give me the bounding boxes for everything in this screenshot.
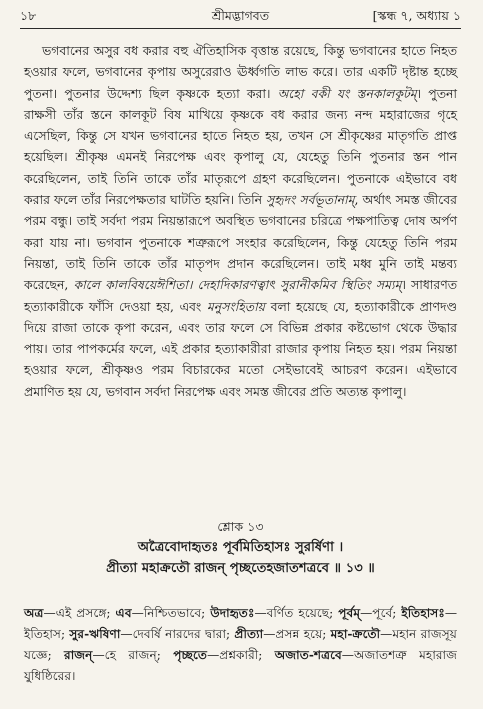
running-header	[20, 8, 461, 26]
synonym-meaning: —অজাতশত্রু মহারাজ যুধিষ্ঠিরের।	[24, 648, 457, 683]
synonym-meaning: —বর্ণিত হয়েছে;	[254, 606, 339, 620]
commentary-quote: সুহৃদং সর্বভূতানাম্‌	[266, 192, 355, 208]
synonym-meaning: —নিশ্চিতভাবে;	[131, 606, 211, 620]
commentary-text: । পুতনা রাক্ষসী তাঁর স্তনে কালকূট বিষ মাখিয়ে কৃষ্ণকে বধ করার জন্য নন্দ মহারাজের গৃহে এসেছিল, কিন্তু সে যখন ভগবানের হাতে নিহত হয়, তখন সে শ্রীকৃষ্ণের মাতৃগতি প্রাপ্ত হয়েছিল। শ্রীকৃষ্ণ এমনই নিরপেক্ষ এবং কৃপালু যে, যেহেতু তিনি পুতনার স্তন পান করেছিলেন, তাই তিনি তাকে তাঁর মাতৃরূপে গ্রহণ করেছিলেন। পুতনাকে এইভাবে বধ করার ফলে তাঁর নিরপেক্ষতার ঘাটতি হয়নি। তিনি	[24, 85, 457, 208]
canto-chapter-label: [স্কন্ধ ৭, অধ্যায় ১	[372, 8, 461, 23]
synonym-meaning: —মহান রাজসূয় যজ্ঞে;	[24, 627, 457, 662]
verse-number: শ্লোক ১৩	[217, 519, 264, 534]
synonym-word: সুর-ঋষিণা	[69, 627, 121, 641]
synonym-word: প্রীত্যা	[234, 627, 264, 641]
page-number: ১৮	[20, 8, 37, 23]
synonym-meaning: —এই প্রসঙ্গে;	[43, 606, 116, 620]
synonym-word: উদাহৃতঃ	[210, 606, 255, 620]
synonym-word: অজাত-শত্রবে	[274, 648, 342, 662]
synonym-word: মহা-ক্রতৌ	[330, 627, 381, 641]
synonym-word: এব	[115, 606, 132, 620]
synonym-meaning: —হে রাজন্‌;	[92, 648, 174, 662]
verse-line-2: প্রীত্যা মহাক্রতৌ রাজন্‌ পৃচ্ছতেহজাতশত্রবে ॥ ১৩ ॥	[106, 561, 375, 576]
commentary-text: বলা হয়েছে যে, হত্যাকারীকে প্রাণদণ্ড দিয়ে রাজা তাকে কৃপা করেন, এবং তার ফলে সে বিভিন্ন প্রকার কষ্টভোগ থেকে উদ্ধার পায়। তার পাপকর্মের ফলে, এই প্রকার হত্যাকারীরা রাজার কৃপায় নিহত হয়। পরম নিয়ন্তা হওয়ার ফলে, শ্রীকৃষ্ণও পরম বিচারকের মতো সেইভাবেই আচরণ করেন। এইভাবে প্রমাণিত হয় যে, ভগবান সর্বদা নিরপেক্ষ এবং সমস্ত জীবের প্রতি অত্যন্ত কৃপালু।	[24, 298, 457, 399]
synonym-word: পৃচ্ছতে	[173, 648, 208, 662]
synonym-meaning: —প্রসন্ন হয়ে;	[263, 627, 331, 641]
synonym-word: ইতিহাসঃ	[401, 606, 445, 620]
commentary-quote: কালে কালবিষয়েঈশিতা। দেহাদিকারণত্বাৎ সুরানীকমিব স্থিতিং সম্যম্‌	[73, 277, 402, 293]
synonym-meaning: —প্রশ্নকারী;	[207, 648, 275, 662]
commentary-quote: অহো বকী যং স্তনকালকূটম্‌	[277, 85, 417, 101]
commentary-text: , অর্থাৎ সমস্ত জীবের পরম বন্ধু। তাই সর্বদা পরম নিয়ন্তারূপে অবস্থিত ভগবানের চরিত্রে পক্ষপাতিত্ব দোষ অর্পণ করা যায় না। ভগবান পুতনাকে শত্রুরূপে সংহার করেছিলেন, কিন্তু যেহেতু তিনি পরম নিয়ন্তা, তাই তিনি তাকে তাঁর মাতৃপদ প্রদান করেছিলেন। তাই মধ্ব মুনি তাই মন্তব্য করেছেন,	[24, 192, 457, 293]
commentary-text: ভগবানের অসুর বধ করার বহু ঐতিহাসিক বৃত্তান্ত রয়েছে, কিন্তু ভগবানের হাতে নিহত হওয়ার ফলে, ভগবানের কৃপায় অসুরেরাও ঊর্ধ্বগতি লাভ করে। তার একটি দৃষ্টান্ত হচ্ছে পুতনা। পুতনার উদ্দেশ্য ছিল কৃষ্ণকে হত্যা করা।	[24, 43, 457, 101]
synonym-word: অত্র	[24, 606, 44, 620]
synonym-meaning: —ইতিহাস;	[24, 606, 458, 641]
synonym-meaning: —দেবর্ষি নারদের দ্বারা;	[120, 627, 235, 641]
synonym-meaning: —পূর্বে;	[360, 606, 402, 620]
purport-paragraph	[24, 40, 457, 402]
verse-block	[24, 516, 457, 579]
commentary-text: । সাধারণত হত্যাকারীকে ফাঁসি দেওয়া হয়, এবং	[24, 277, 457, 314]
synonym-word: রাজন্‌	[64, 648, 93, 662]
synonyms-paragraph	[24, 603, 457, 687]
header-rule	[20, 28, 461, 29]
commentary-quote: মনুসংহিতায়	[206, 298, 265, 314]
book-title: শ্রীমদ্ভাগবত	[211, 8, 270, 23]
synonym-word: পূর্বম্‌	[338, 606, 361, 620]
verse-line-1: অত্রৈবোদাহৃতঃ পূর্বমিতিহাসঃ সুরর্ষিণা ।	[137, 540, 344, 555]
